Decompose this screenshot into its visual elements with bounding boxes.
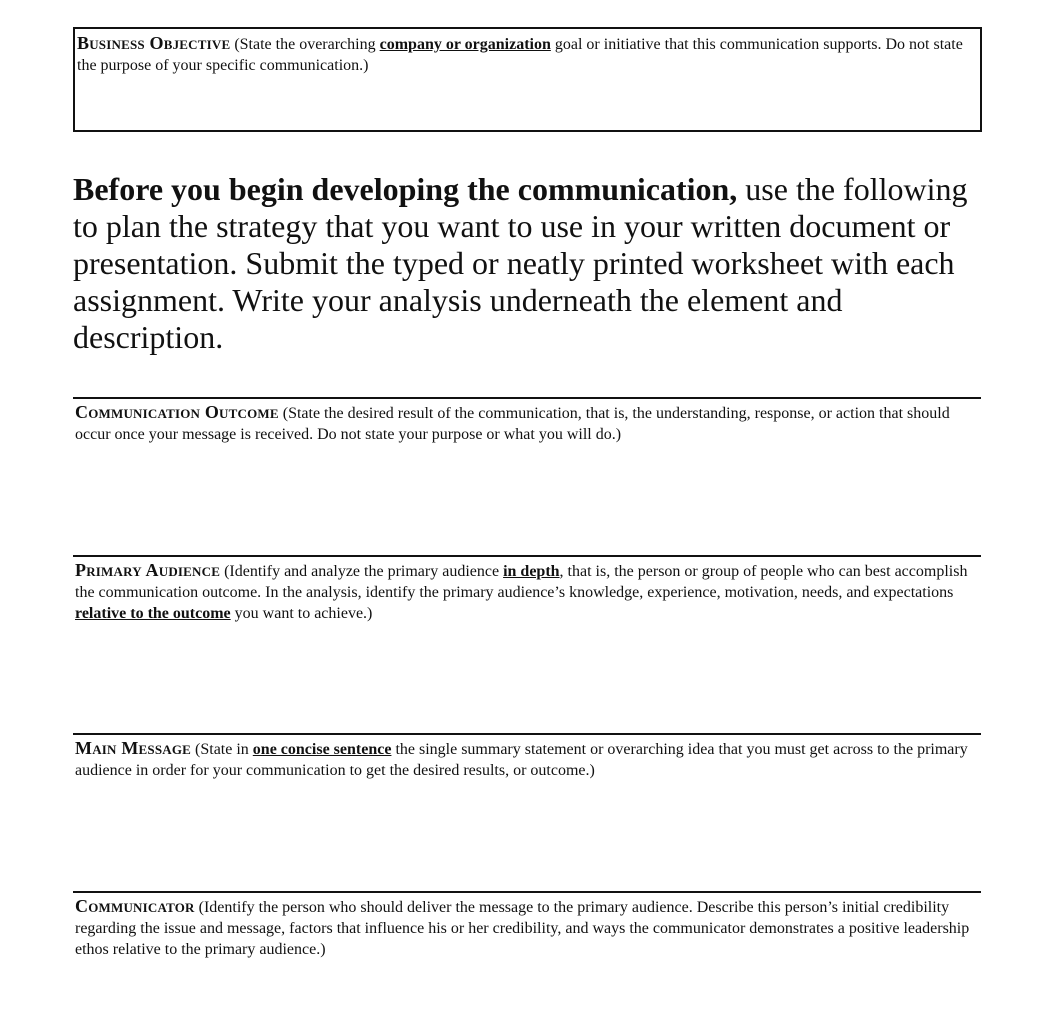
intro-bold: Before you begin developing the communication,: [73, 171, 738, 207]
intro-text: use the following to plan the strategy that you want to use in your written document or presentation. Submit the typed or neatly printed worksheet with each assignment. Write your analysis underneath the element and description.: [73, 171, 968, 355]
intro-paragraph: [73, 171, 973, 356]
business-objective-box: [73, 27, 982, 132]
communicator-text: (Identify the person who should deliver the message to the primary audience. Describe this person’s initial credibility regarding the issue and message, factors that influence his or her credibility, and ways the communicator demonstrates a positive leadership ethos relative to the primary audience.): [75, 899, 970, 958]
communicator-heading: Communicator: [75, 896, 195, 916]
primary-audience-text-1: (Identify and analyze the primary audience: [220, 563, 504, 580]
communication-outcome-text: (State the desired result of the communication, that is, the understanding, response, or action that should occur once your message is received. Do not state your purpose or what you will do.): [75, 405, 950, 443]
primary-audience-text-2: , that is, the person or group of people who can best accomplish the communication outcome. In the analysis, identify the primary audience’s knowledge, experience, motivation, needs, and expectations: [75, 563, 968, 601]
business-objective-heading: Business Objective: [77, 33, 231, 53]
primary-audience-text-3: you want to achieve.): [230, 605, 373, 622]
primary-audience-description: [73, 557, 981, 624]
communication-outcome-section: [73, 397, 981, 445]
business-objective-emphasis: company or organization: [379, 36, 551, 53]
communicator-description: [73, 893, 981, 960]
main-message-heading: Main Message: [75, 738, 192, 758]
business-objective-description: [75, 29, 980, 76]
main-message-description: [73, 735, 981, 781]
primary-audience-heading: Primary Audience: [75, 560, 221, 580]
primary-audience-emphasis-1: in depth: [503, 563, 560, 580]
communicator-section: [73, 891, 981, 960]
main-message-text-1: (State in: [191, 741, 253, 758]
main-message-section: [73, 733, 981, 781]
business-objective-text-2: goal or initiative that this communication supports. Do not state the purpose of your specific communication.): [77, 36, 963, 74]
business-objective-text-1: (State the overarching: [230, 36, 380, 53]
communication-outcome-description: [73, 399, 981, 445]
primary-audience-emphasis-2: relative to the outcome: [75, 605, 231, 622]
main-message-text-2: the single summary statement or overarching idea that you must get across to the primary audience in order for your communication to get the desired results, or outcome.): [75, 741, 968, 779]
primary-audience-section: [73, 555, 981, 624]
main-message-emphasis: one concise sentence: [252, 741, 392, 758]
communication-outcome-heading: Communication Outcome: [75, 402, 279, 422]
